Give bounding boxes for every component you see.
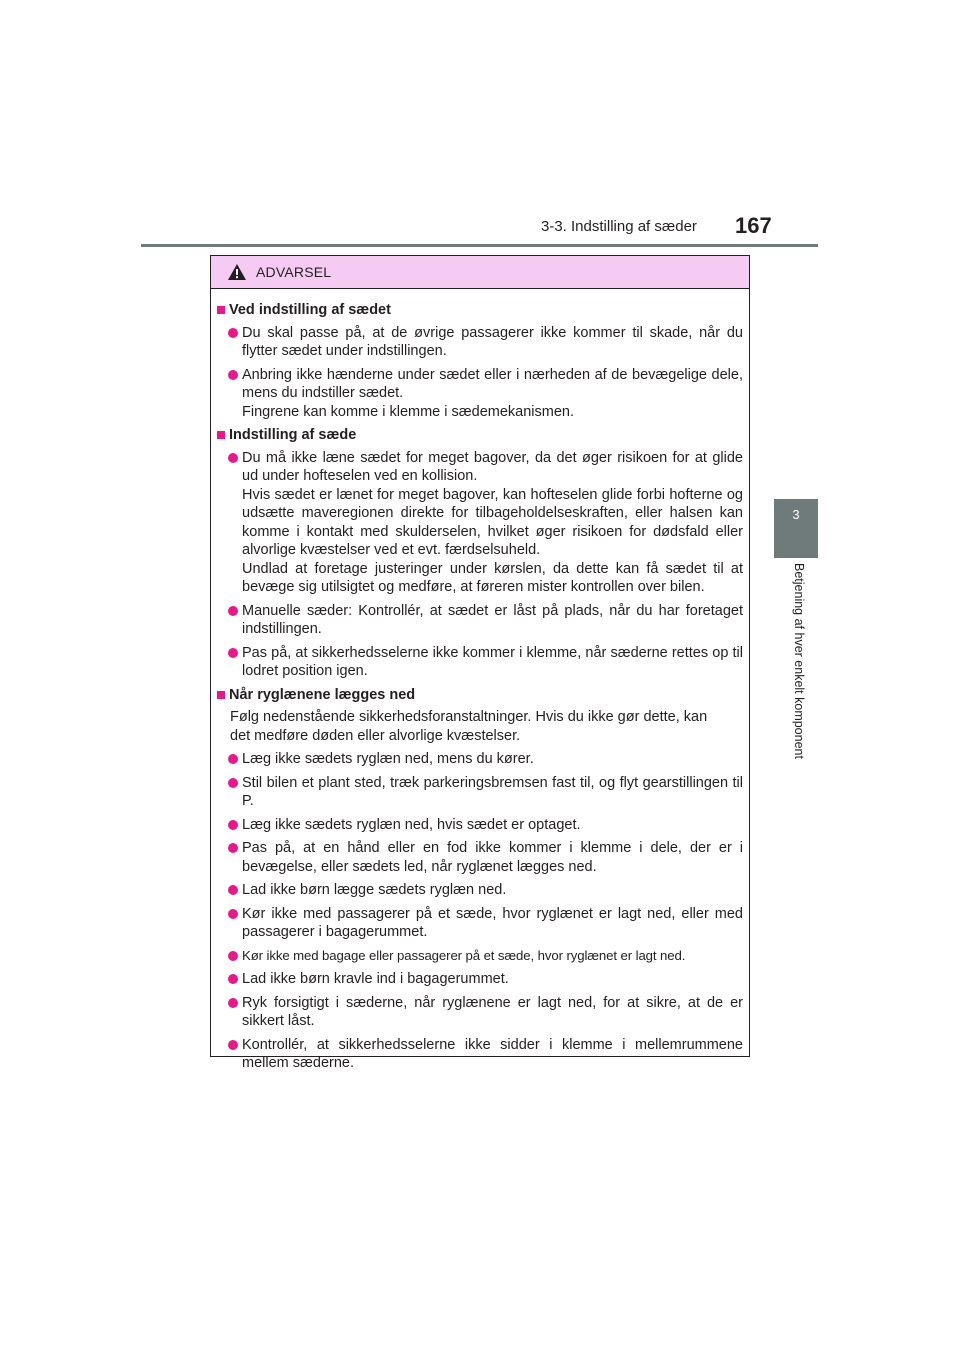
bullet-text: Læg ikke sædets ryglæn ned, mens du kører. (242, 751, 534, 767)
chapter-title: Betjening af hver enkelt komponent (792, 563, 806, 759)
bullet-text: Du må ikke læne sædet for meget bagover, da det øger risikoen for at glide ud under hofteselen ved en kollision. (242, 449, 743, 484)
bullet-text: Fingrene kan komme i klemme i sædemekanismen. (242, 403, 575, 420)
bullet-text: Lad ikke børn lægge sædets ryglæn ned. (242, 882, 507, 898)
bullet-text: Kør ikke med bagage eller passagerer på et sæde, hvor ryglænet er lagt ned. (242, 947, 686, 963)
bullet-text: Ryk forsigtigt i sæderne, når ryglænene er lagt ned, for at sikre, at de er sikkert låst. (242, 994, 743, 1029)
intro-text: det medføre døden eller alvorlige kvæstelser. (230, 727, 521, 744)
bullet-item (217, 816, 743, 835)
bullet-item (217, 324, 743, 361)
bullet-item (217, 994, 743, 1031)
section-seat-setting (217, 426, 743, 681)
bullet-item (217, 947, 743, 966)
bullet-text: Hvis sædet er lænet for meget bagover, kan hofteselen glide forbi hofterne og udsætte maveregionen direkte for tilbageholdelseskraften, eller halsen kan komme i kontakt med skulderselen, hvilket øger risikoen for dødsfald eller alvorlige kvæstelser ved et evt. færdselsuheld. (242, 486, 743, 558)
warning-content (211, 289, 749, 1073)
bullet-text: Anbring ikke hænderne under sædet eller i nærheden af de bevægelige dele, mens du indstiller sædet. (242, 366, 743, 401)
bullet-text: Kontrollér, at sikkerhedsselerne ikke sidder i klemme i mellemrummene mellem sæderne. (242, 1036, 743, 1071)
bullet-item (217, 839, 743, 876)
bullet-item (217, 366, 743, 422)
section-heading: Indstilling af sæde (217, 426, 743, 445)
warning-triangle-icon (227, 263, 247, 281)
bullet-text: Kør ikke med passagerer på et sæde, hvor ryglænet er lagt ned, eller med passagerer i bagagerummet. (242, 905, 743, 940)
bullet-text: Stil bilen et plant sted, træk parkeringsbremsen fast til, og flyt gearstillingen til P. (242, 774, 743, 809)
bullet-item (217, 881, 743, 900)
bullet-text: Pas på, at en hånd eller en fod ikke kommer i klemme i dele, der er i bevægelse, eller sædets led, når ryglænet lægges ned. (242, 840, 743, 875)
bullet-text: Undlad at foretage justeringer under kørslen, da dette kan få sædet til at bevæge sig utilsigtet og medføre, at føreren mister kontrollen over bilen. (242, 560, 743, 595)
chapter-number: 3 (792, 507, 800, 522)
bullet-text: Lad ikke børn kravle ind i bagagerummet. (242, 971, 509, 987)
section-folding-seatbacks (217, 686, 743, 1073)
bullet-item (217, 602, 743, 639)
bullet-item (217, 750, 743, 769)
bullet-text: Du skal passe på, at de øvrige passagerer ikke kommer til skade, når du flytter sædet under indstillingen. (242, 324, 743, 359)
bullet-text: Pas på, at sikkerhedsselerne ikke kommer i klemme, når sæderne rettes op til lodret position igen. (242, 644, 743, 679)
warning-title: ADVARSEL (256, 264, 332, 280)
header-rule (141, 244, 818, 247)
chapter-tab (774, 499, 818, 558)
bullet-item (217, 905, 743, 942)
section-adjusting-seat (217, 301, 743, 421)
section-intro (217, 708, 743, 745)
section-heading: Ved indstilling af sædet (217, 301, 743, 320)
warning-header (211, 256, 749, 289)
bullet-item (217, 449, 743, 597)
bullet-text: Læg ikke sædets ryglæn ned, hvis sædet er optaget. (242, 816, 581, 833)
section-title: 3-3. Indstilling af sæder (541, 218, 697, 235)
bullet-item (217, 970, 743, 989)
section-heading: Når ryglænene lægges ned (217, 686, 743, 705)
bullet-item (217, 774, 743, 811)
bullet-item (217, 644, 743, 681)
warning-box (210, 255, 750, 1071)
bullet-item (217, 1036, 743, 1073)
page-number: 167 (735, 213, 772, 238)
bullet-text: Manuelle sæder: Kontrollér, at sædet er låst på plads, når du har foretaget indstillingen. (242, 602, 743, 637)
intro-text: Følg nedenstående sikkerhedsforanstaltninger. Hvis du ikke gør dette, kan (230, 709, 708, 725)
